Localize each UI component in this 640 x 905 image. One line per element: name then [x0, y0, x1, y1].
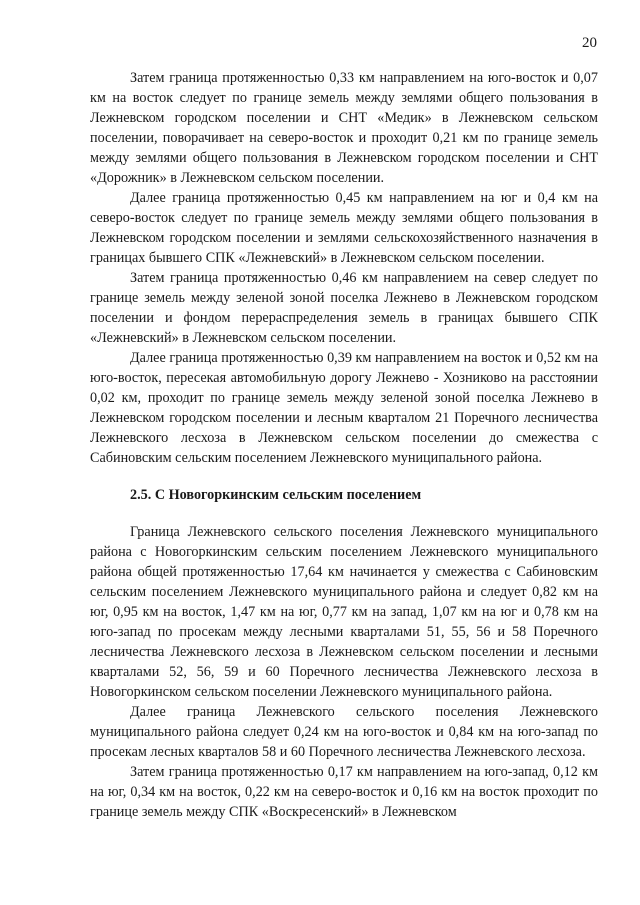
- page-body: [90, 68, 598, 822]
- paragraph: Затем граница протяженностью 0,17 км направлением на юго-запад, 0,12 км на юг, 0,34 км на восток, 0,22 км на северо-восток и 0,16 км на восток проходит по границе земель между СПК «Воскресенский» в Лежневском: [90, 764, 598, 820]
- paragraph: Далее граница протяженностью 0,45 км направлением на юг и 0,4 км на северо-восток следует по границе земель между землями общего пользования в Лежневском городском поселении и землями сельскохозяйственного назначения в границах бывшего СПК «Лежневский» в Лежневском сельском поселении.: [90, 190, 598, 266]
- paragraph: Граница Лежневского сельского поселения Лежневского муниципального района с Новогоркинским сельским поселением Лежневского муниципального района общей протяженностью 17,64 км начинается у смежества с Сабиновским сельским поселением Лежневского муниципального района и следует 0,82 км на юг, 0,95 км на восток, 1,47 км на юг, 0,77 км на запад, 1,07 км на юг и 0,78 км на юго-запад по просекам между лесными кварталами 51, 55, 56 и 58 Поречного лесничества Лежневского лесхоза в Лежневском сельском поселении и лесными кварталами 52, 56, 59 и 60 Поречного лесничества Лежневского лесхоза в Новогоркинском сельском поселении Лежневского муниципального района.: [90, 524, 598, 700]
- page-number: 20: [582, 35, 597, 51]
- paragraph: Затем граница протяженностью 0,46 км направлением на север следует по границе земель между зеленой зоной поселка Лежнево в Лежневском городском поселении и фондом перераспределения земель в границах бывшего СПК «Лежневский» в Лежневском сельском поселении.: [90, 270, 598, 346]
- paragraph: Затем граница протяженностью 0,33 км направлением на юго-восток и 0,07 км на восток следует по границе земель между землями общего пользования в Лежневском городском поселении и СНТ «Медик» в Лежневском сельском поселении, поворачивает на северо-восток и проходит 0,21 км по границе земель между землями общего пользования в Лежневском городском поселении и СНТ «Дорожник» в Лежневском сельском поселении.: [90, 70, 598, 186]
- paragraph: Далее граница Лежневского сельского поселения Лежневского муниципального района следует 0,24 км на юго-восток и 0,84 км на юго-запад по просекам лесных кварталов 58 и 60 Поречного лесничества Лежневского лесхоза.: [90, 704, 598, 760]
- section-heading: 2.5. С Новогоркинским сельским поселением: [130, 487, 422, 503]
- paragraph: Далее граница протяженностью 0,39 км направлением на восток и 0,52 км на юго-восток, пересекая автомобильную дорогу Лежнево - Хозниково на расстоянии 0,02 км, проходит по границе земель между зеленой зоной поселка Лежнево в Лежневском городском поселении и лесным кварталом 21 Поречного лесничества Лежневского лесхоза в Лежневском сельском поселении до смежества с Сабиновским сельским поселением Лежневского муниципального района.: [90, 350, 598, 466]
